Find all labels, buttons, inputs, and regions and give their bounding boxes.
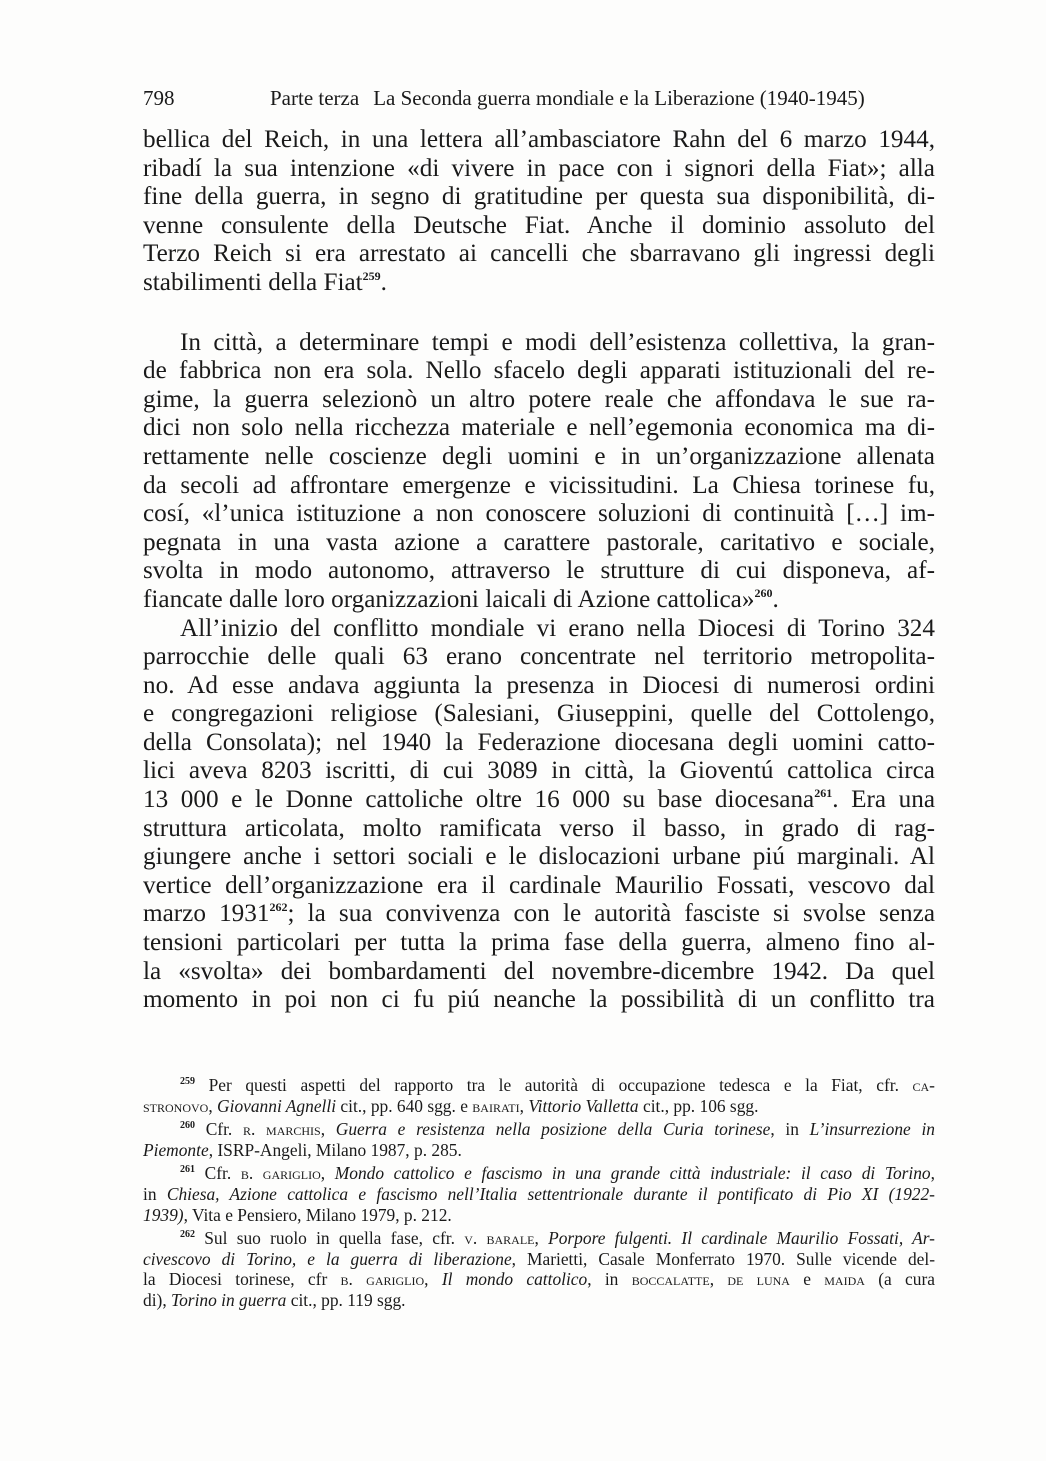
paragraph-1 [143, 126, 935, 298]
work-title: Chiesa, Azione cattolica e fascismo nell’Italia settentrionale durante il pontificato di Pio XI (1922- [166, 1183, 935, 1204]
note-line [143, 1205, 935, 1226]
text-line: fine della guerra, in segno di gratitudine per questa sua disponibilità, di- [143, 183, 935, 211]
text-line: cosí, «l’unica istituzione a non conoscere soluzioni di continuità […] im- [143, 500, 935, 528]
footnote-ref-261[interactable]: 261 [814, 786, 833, 801]
text-segment: in [143, 1183, 157, 1204]
page-number: 798 [143, 86, 175, 110]
footnote-259 [143, 1075, 935, 1116]
footnote-number: 260 [180, 1120, 195, 1132]
text-line: vertice dell’organizzazione era il cardinale Maurilio Fossati, vescovo dal [143, 871, 935, 899]
text-line: giungere anche i settori sociali e le dislocazioni urbane piú marginali. Al [143, 843, 935, 871]
note-line [143, 1119, 935, 1140]
work-title: Porpore fulgenti. Il cardinale Maurilio Fossati, Ar- [548, 1228, 935, 1249]
text-line: parrocchie delle quali 63 erano concentrate nel territorio metropolita- [143, 643, 935, 671]
text-segment: , in [770, 1119, 799, 1140]
text-line: In città, a determinare tempi e modi dell’esistenza collettiva, la gran- [180, 328, 935, 356]
text-line [143, 900, 935, 929]
footnote-number: 259 [180, 1076, 195, 1087]
footnote-262 [143, 1228, 935, 1310]
work-title: Vittorio Valletta [528, 1095, 639, 1116]
author-name: v. barale, [464, 1228, 539, 1249]
author-name: stronovo, [143, 1095, 213, 1116]
text-line: ribadí la sua intenzione «di vivere in pace con i signori della Fiat»; alla [143, 154, 935, 182]
text-line: lici aveva 8203 iscritti, di cui 3089 in città, la Gioventú cattolica circa [143, 757, 935, 785]
text-segment: fiancate dalle loro organizzazioni laicali di Azione cattolica» [143, 585, 755, 613]
work-title: Il mondo cattolico [441, 1269, 588, 1290]
text-segment: Cfr. [205, 1119, 233, 1140]
footnote-ref-260[interactable]: 260 [754, 585, 773, 600]
text-line: All’inizio del conflitto mondiale vi erano nella Diocesi di Torino 324 [180, 614, 935, 642]
author-name: b. gariglio, [240, 1163, 326, 1184]
note-line [143, 1228, 935, 1249]
part-label: Parte terza [270, 86, 360, 110]
text-line: della Consolata); nel 1940 la Federazione diocesana degli uomini catto- [143, 728, 935, 756]
text-segment: , [930, 1163, 935, 1184]
text-segment: , in [587, 1269, 619, 1290]
text-line: svolta in modo autonomo, attraverso le strutture di cui disponeva, af- [143, 557, 935, 585]
work-title: Torino in guerra [171, 1289, 287, 1310]
note-line [143, 1290, 935, 1311]
work-title: civescovo di Torino, e la guerra di liberazione [143, 1248, 512, 1269]
note-line [143, 1184, 935, 1205]
text-segment: di), [143, 1289, 167, 1310]
text-line [143, 786, 935, 815]
paragraph-gap [143, 298, 935, 329]
footnotes [143, 1075, 935, 1314]
paragraph-2 [143, 329, 935, 615]
text-segment: Cfr. [204, 1163, 232, 1184]
main-text [143, 126, 935, 1015]
text-segment: cit., pp. 106 sgg. [642, 1095, 759, 1116]
work-title: L’insurrezione in [809, 1119, 935, 1140]
text-segment: Sul suo ruolo in quella fase, cfr. [204, 1228, 455, 1249]
work-title: Piemonte [143, 1139, 209, 1160]
text-line: e congregazioni religiose (Salesiani, Giuseppini, quelle del Cottolengo, [143, 700, 935, 728]
text-segment: ; la sua convivenza con le autorità fasciste si svolse senza [287, 900, 935, 928]
chapter-title: La Seconda guerra mondiale e la Liberazione (1940-1945) [373, 86, 865, 110]
text-segment: la Diocesi torinese, cfr [143, 1269, 328, 1290]
footnote-number: 262 [180, 1229, 195, 1241]
text-line: la «svolta» dei bombardamenti del novembre-dicembre 1942. Da quel [143, 957, 935, 985]
text-line: pegnata in una vasta azione a carattere pastorale, caritativo e sociale, [143, 528, 935, 556]
author-name: b. gariglio, [340, 1269, 429, 1290]
text-segment: 13 000 e le Donne cattoliche oltre 16 000 su base diocesana [143, 786, 815, 814]
author-name: boccalatte, de luna [631, 1269, 790, 1290]
text-segment: e [803, 1269, 811, 1290]
text-line: da secoli ad affrontare emergenze e vicissitudini. La Chiesa torinese fu, [143, 471, 935, 499]
work-title: Giovanni Agnelli [217, 1095, 337, 1116]
text-segment: cit., pp. 640 sgg. e [340, 1095, 468, 1116]
text-segment: Per questi aspetti del rapporto tra le autorità di occupazione tedesca e la Fiat, cfr. [208, 1075, 899, 1095]
text-segment: , Marietti, Casale Monferrato 1970. Sulle vicende del- [511, 1248, 936, 1269]
footnote-261 [143, 1163, 935, 1225]
text-segment: , ISRP-Angeli, Milano 1987, p. 285. [208, 1139, 462, 1160]
work-title: Mondo cattolico e fascismo in una grande città industriale: il caso di Torino [334, 1163, 931, 1184]
text-line: gime, la guerra selezionò un altro potere reale che affondava le sue ra- [143, 385, 935, 413]
note-line [143, 1075, 935, 1096]
text-line: momento in poi non ci fu piú neanche la possibilità di un conflitto tra [143, 986, 935, 1014]
author-name: ca- [912, 1075, 935, 1095]
footnote-number: 261 [180, 1164, 195, 1176]
footnote-260 [143, 1119, 935, 1160]
note-line [143, 1140, 935, 1161]
text-line: Terzo Reich si era arrestato ai cancelli che sbarravano gli ingressi degli [143, 240, 935, 268]
text-segment: . Era una [832, 786, 935, 814]
text-line: venne consulente della Deutsche Fiat. Anche il dominio assoluto del [143, 211, 935, 239]
author-name: r. marchis, [242, 1119, 326, 1140]
footnote-ref-262[interactable]: 262 [269, 900, 288, 915]
note-line [143, 1249, 935, 1270]
text-line: no. Ad esse andava aggiunta la presenza in Diocesi di numerosi ordini [143, 671, 935, 699]
running-header [143, 84, 913, 112]
text-line: struttura articolata, molto ramificata verso il basso, in grado di rag- [143, 814, 935, 842]
work-title: Guerra e resistenza nella posizione della Curia torinese [335, 1119, 771, 1140]
text-segment: . [380, 268, 387, 296]
text-segment: stabilimenti della Fiat [143, 268, 363, 296]
text-line: rettamente nelle coscienze degli uomini e in un’organizzazione allenata [143, 442, 935, 470]
footnote-ref-259[interactable]: 259 [362, 268, 381, 283]
text-segment: cit., pp. 119 sgg. [290, 1289, 406, 1310]
text-line [143, 269, 935, 298]
note-line [143, 1096, 935, 1117]
text-segment: . [772, 585, 779, 613]
note-line [143, 1269, 935, 1290]
note-line [143, 1163, 935, 1184]
text-segment: (a cura [878, 1269, 935, 1290]
text-line: de fabbrica non era sola. Nello sfacelo degli apparati istituzionali del re- [143, 357, 935, 385]
text-line [143, 586, 935, 615]
text-line: tensioni particolari per tutta la prima fase della guerra, almeno fino al- [143, 929, 935, 957]
author-name: bairati, [472, 1095, 524, 1116]
text-segment: , Vita e Pensiero, Milano 1979, p. 212. [183, 1204, 452, 1225]
text-segment: marzo 1931 [143, 900, 270, 928]
paragraph-3 [143, 615, 935, 1015]
text-line: dici non solo nella ricchezza materiale e nell’egemonia economica ma di- [143, 414, 935, 442]
text-line: bellica del Reich, in una lettera all’ambasciatore Rahn del 6 marzo 1944, [143, 126, 935, 153]
work-title: 1939) [143, 1204, 184, 1225]
author-name: maida [824, 1269, 865, 1290]
